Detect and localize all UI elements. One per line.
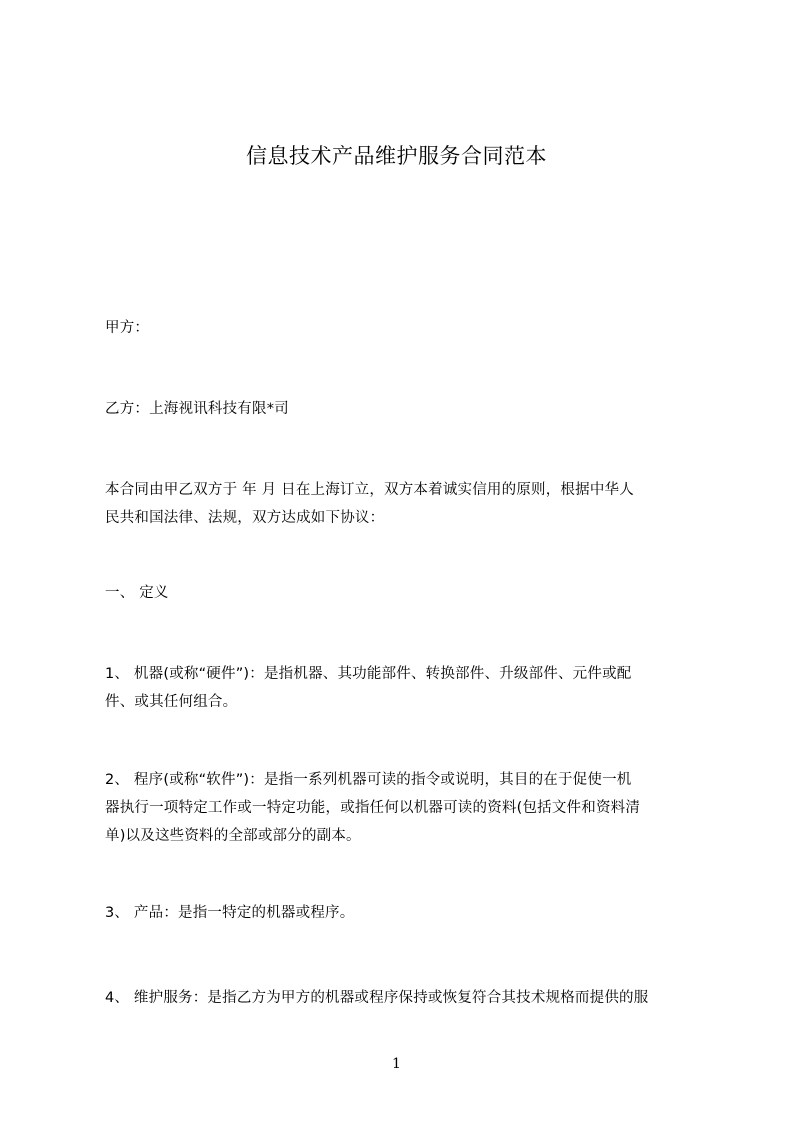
clause-2 — [105, 766, 700, 850]
party-a-line: 甲方： — [105, 320, 150, 336]
clause-line: 1、 机器(或称“硬件”)：是指机器、其功能部件、转换部件、升级部件、元件或配 — [105, 666, 632, 682]
clause-line: 器执行一项特定工作或一特定功能，或指任何以机器可读的资料(包括文件和资料清 — [105, 800, 641, 816]
clause-line: 件、或其任何组合。 — [105, 694, 238, 710]
party-b-line: 乙方：上海视讯科技有限*司 — [105, 401, 289, 417]
clause-4 — [105, 984, 700, 1012]
clause-line: 2、 程序(或称“软件”)：是指一系列机器可读的指令或说明，其目的在于促使一机 — [105, 772, 632, 788]
clause-line: 4、 维护服务：是指乙方为甲方的机器或程序保持或恢复符合其技术规格而提供的服 — [105, 990, 649, 1006]
intro-line: 民共和国法律、法规，双方达成如下协议： — [105, 510, 385, 526]
document-title: 信息技术产品维护服务合同范本 — [246, 144, 547, 168]
section-heading: 一、 定义 — [105, 585, 169, 601]
intro-paragraph — [105, 476, 700, 532]
clause-3: 3、 产品：是指一特定的机器或程序。 — [105, 905, 355, 921]
intro-line: 本合同由甲乙双方于 年 月 日在上海订立，双方本着诚实信用的原则，根据中华人 — [105, 482, 634, 498]
page-number: 1 — [392, 1056, 401, 1072]
clause-1 — [105, 660, 700, 716]
clause-line: 单)以及这些资料的全部或部分的副本。 — [105, 828, 361, 844]
